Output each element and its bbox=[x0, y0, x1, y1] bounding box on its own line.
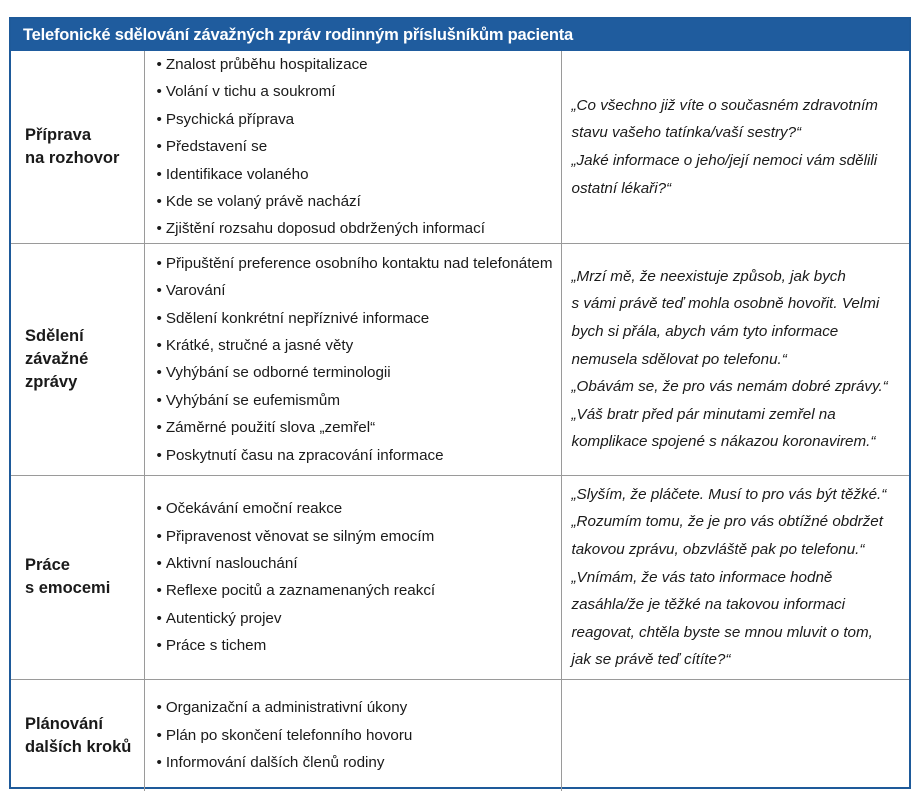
list-item: • Autentický projev bbox=[157, 605, 557, 632]
row-label-cell bbox=[11, 475, 144, 679]
list-item: • Kde se volaný právě nachází bbox=[157, 188, 557, 215]
table-row-emotions bbox=[11, 475, 909, 679]
document-table-figure bbox=[9, 17, 911, 789]
quote-cell bbox=[561, 243, 909, 475]
example-quote: „Slyším, že pláčete. Musí to pro vás být těžké.“ „Rozumím tomu, že je pro vás obtížné obdržet takovou zprávu, obzvláště pak po telefonu.“ „Vnímám, že vás tato informace hodně zasáhla/že je těžké na takovou informaci reagovat, chtěla byste se mnou mluvit o tom, jak se právě teď cítíte?“ bbox=[571, 485, 887, 669]
list-item: • Informování dalších členů rodiny bbox=[157, 749, 557, 776]
list-item: • Očekávání emoční reakce bbox=[157, 495, 557, 522]
list-item: • Připravenost věnovat se silným emocím bbox=[157, 523, 557, 550]
list-item: • Reflexe pocitů a zaznamenaných reakcí bbox=[157, 577, 557, 604]
row-label-cell bbox=[11, 679, 144, 791]
list-item: • Připuštění preference osobního kontaktu nad telefonátem bbox=[157, 250, 557, 277]
row-label: Práce s emocemi bbox=[25, 556, 111, 598]
table-title: Telefonické sdělování závažných zpráv rodinným příslušníkům pacienta bbox=[11, 19, 909, 51]
items-cell bbox=[144, 679, 561, 791]
list-item: • Záměrné použití slova „zemřel“ bbox=[157, 414, 557, 441]
example-quote: „Mrzí mě, že neexistuje způsob, jak bych s vámi právě teď mohla osobně hovořit. Velmi bych si přála, abych vám tyto informace nemusela sdělovat po telefonu.“ „Obávám se, že pro vás nemám dobré zprávy.“ „Váš bratr před pár minutami zemřel na komplikace spojené s nákazou koronavirem.“ bbox=[571, 267, 888, 451]
row-label: Sdělení závažné zprávy bbox=[25, 326, 89, 391]
quote-cell-empty bbox=[561, 679, 909, 791]
table-row-planning bbox=[11, 679, 909, 791]
quote-cell bbox=[561, 475, 909, 679]
list-item: • Volání v tichu a soukromí bbox=[157, 78, 557, 105]
list-item: • Plán po skončení telefonního hovoru bbox=[157, 722, 557, 749]
items-list bbox=[145, 250, 561, 469]
items-cell bbox=[144, 475, 561, 679]
list-item: • Zjištění rozsahu doposud obdržených informací bbox=[157, 215, 557, 242]
example-quote: „Co všechno již víte o současném zdravotním stavu vašeho tatínka/vaší sestry?“ „Jaké informace o jeho/její nemoci vám sdělili ostatní lékaři?“ bbox=[571, 96, 878, 197]
list-item: • Vyhýbání se odborné terminologii bbox=[157, 359, 557, 386]
list-item: • Práce s tichem bbox=[157, 632, 557, 659]
list-item: • Identifikace volaného bbox=[157, 161, 557, 188]
list-item: • Sdělení konkrétní nepříznivé informace bbox=[157, 305, 557, 332]
list-item: • Aktivní naslouchání bbox=[157, 550, 557, 577]
guidance-table bbox=[11, 51, 909, 791]
list-item: • Psychická příprava bbox=[157, 106, 557, 133]
items-cell bbox=[144, 243, 561, 475]
list-item: • Vyhýbání se eufemismům bbox=[157, 387, 557, 414]
items-cell bbox=[144, 51, 561, 243]
items-list bbox=[145, 495, 561, 659]
items-list bbox=[145, 51, 561, 243]
row-label: Příprava na rozhovor bbox=[25, 125, 120, 167]
quote-cell bbox=[561, 51, 909, 243]
list-item: • Představení se bbox=[157, 133, 557, 160]
table-row-preparation bbox=[11, 51, 909, 243]
row-label-cell bbox=[11, 51, 144, 243]
list-item: • Varování bbox=[157, 277, 557, 304]
list-item: • Organizační a administrativní úkony bbox=[157, 694, 557, 721]
table-row-delivery bbox=[11, 243, 909, 475]
items-list bbox=[145, 694, 561, 776]
row-label: Plánování dalších kroků bbox=[25, 714, 132, 756]
list-item: • Krátké, stručné a jasné věty bbox=[157, 332, 557, 359]
row-label-cell bbox=[11, 243, 144, 475]
list-item: • Poskytnutí času na zpracování informace bbox=[157, 442, 557, 469]
list-item: • Znalost průběhu hospitalizace bbox=[157, 51, 557, 78]
